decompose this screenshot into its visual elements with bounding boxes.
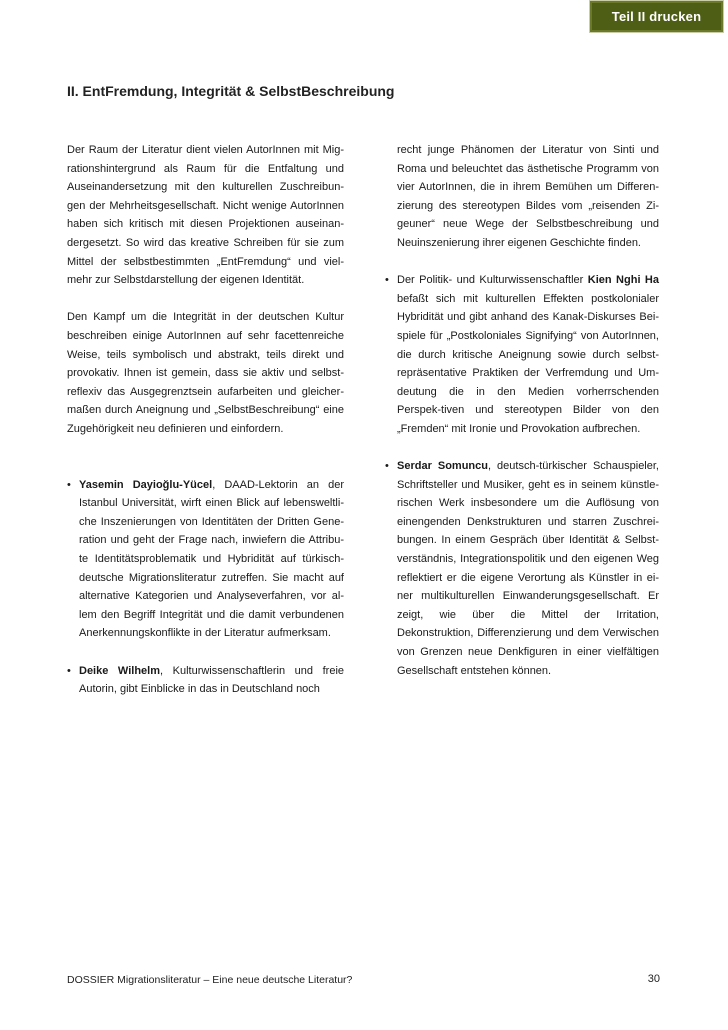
author-description: , deutsch-türkischer Schauspieler, Schriftsteller und Musiker, geht es in seinem künstle-rischen Werk insbesondere um die Auflösung von einengenden Denkstrukturen und starren Zuschrei-bungen. In einem Gespräch über Identität & Selbst-verständnis, Integrationspolitik und den eigenen Weg reflektiert er die eigene Verortung als Künstler in ei-ner multikulturellen Einwanderungsgesellschaft. Er zeigt, wie über die Mittel der Irritation, Dekonstruktion, Differenzierung und dem Verwischen von Grenzen neue Denkfiguren in einer vielfältigen Gesellschaft entstehen können. [397, 460, 659, 677]
continued-paragraph: recht junge Phänomen der Literatur von Sinti und Roma und beleuchtet das ästhetische Programm von vier AutorInnen, die in ihrem Bemühen um Differen-zierung des stereotypen Bildes vom „reisenden Zi-geuner“ neue Wege der Selbstbeschreibung und Neuinszenierung ihrer eigenen Geschichte finden. [397, 144, 659, 249]
intro-paragraph: Der Raum der Literatur dient vielen AutorInnen mit Mig-rationshintergrund als Raum für die Entfaltung und Auseinandersetzung mit den kulturellen Zuschreibun-gen der Mehrheitsgesellschaft. Nicht wenige AutorInnen haben sich kritisch mit diesen Projektionen auseinan-dergesetzt. So wird das kreative Schreiben für sie zum Mittel der selbstbestimmten „EntFremdung“ und viel-mehr zur Selbstdarstellung der eigenen Identität. [67, 144, 344, 287]
list-item [67, 662, 344, 699]
page-number: 30 [647, 973, 660, 985]
bullet-icon: • [385, 460, 389, 473]
left-column [67, 141, 344, 699]
author-name: Yasemin Dayioğlu-Yücel [79, 478, 213, 491]
page-title: II. EntFremdung, Integrität & SelbstBeschreibung [67, 83, 395, 99]
list-item [67, 476, 344, 643]
bullet-icon: • [67, 478, 71, 491]
integrity-paragraph: Den Kampf um die Integrität in der deutschen Kultur beschreiben einige AutorInnen auf sehr facettenreiche Weise, teils symbolisch und abstrakt, teils direkt und provokativ. Ihnen ist gemein, dass sie aktiv und selbst-reflexiv das Ausgegrenztsein aufarbeiten und gleicher-maßen durch Aneignung und „SelbstBeschreibung“ eine Zugehörigkeit neu definieren und einfordern. [67, 311, 344, 435]
list-item [385, 271, 659, 438]
bullet-icon: • [67, 664, 71, 677]
print-part-two-button[interactable]: Teil II drucken [589, 0, 724, 33]
right-column [385, 141, 659, 680]
author-description: , DAAD-Lektorin an der Istanbul Universität, wirft einen Blick auf lebensweltli-che Inszenierungen von Identitäten der Dritten Gene-ration und geht der Frage nach, inwiefern die Attribu-te Identitätsproblematik und Hybridität auf türkisch-deutsche Migrationsliteratur zutreffen. Sie macht auf alternative Kategorien und Analyseverfahren, vor al-lem den Begriff Integrität und die damit verbundenen Anerkennungskonflikte in der Literatur aufmerksam. [79, 478, 344, 640]
author-name: Serdar Somuncu [397, 460, 488, 473]
author-description: befaßt sich mit kulturellen Effekten postkolonialer Hybridität und gibt anhand des Kanak-Diskurses Bei-spiele für „Postkoloniales Signifying“ von AutorInnen, die durch kritische Aneignung sowie durch selbst-repräsentative Praktiken der Verfremdung und Um-deutung die in den Medien vorherrschenden Perspek-tiven und stereotypen Bilder von den „Fremden“ mit Ironie und Provokation aufbrechen. [397, 292, 659, 435]
footer-dossier-title: DOSSIER Migrationsliteratur – Eine neue deutsche Literatur? [67, 974, 353, 986]
bullet-icon: • [385, 274, 389, 287]
list-item [385, 457, 659, 680]
author-name: Deike Wilhelm [79, 664, 160, 677]
author-name: Kien Nghi Ha [587, 274, 659, 287]
author-intro: Der Politik- und Kulturwissenschaftler [397, 274, 588, 287]
author-description: , Kulturwissenschaftlerin und freie Autorin, gibt Einblicke in das in Deutschland noch [79, 664, 345, 696]
